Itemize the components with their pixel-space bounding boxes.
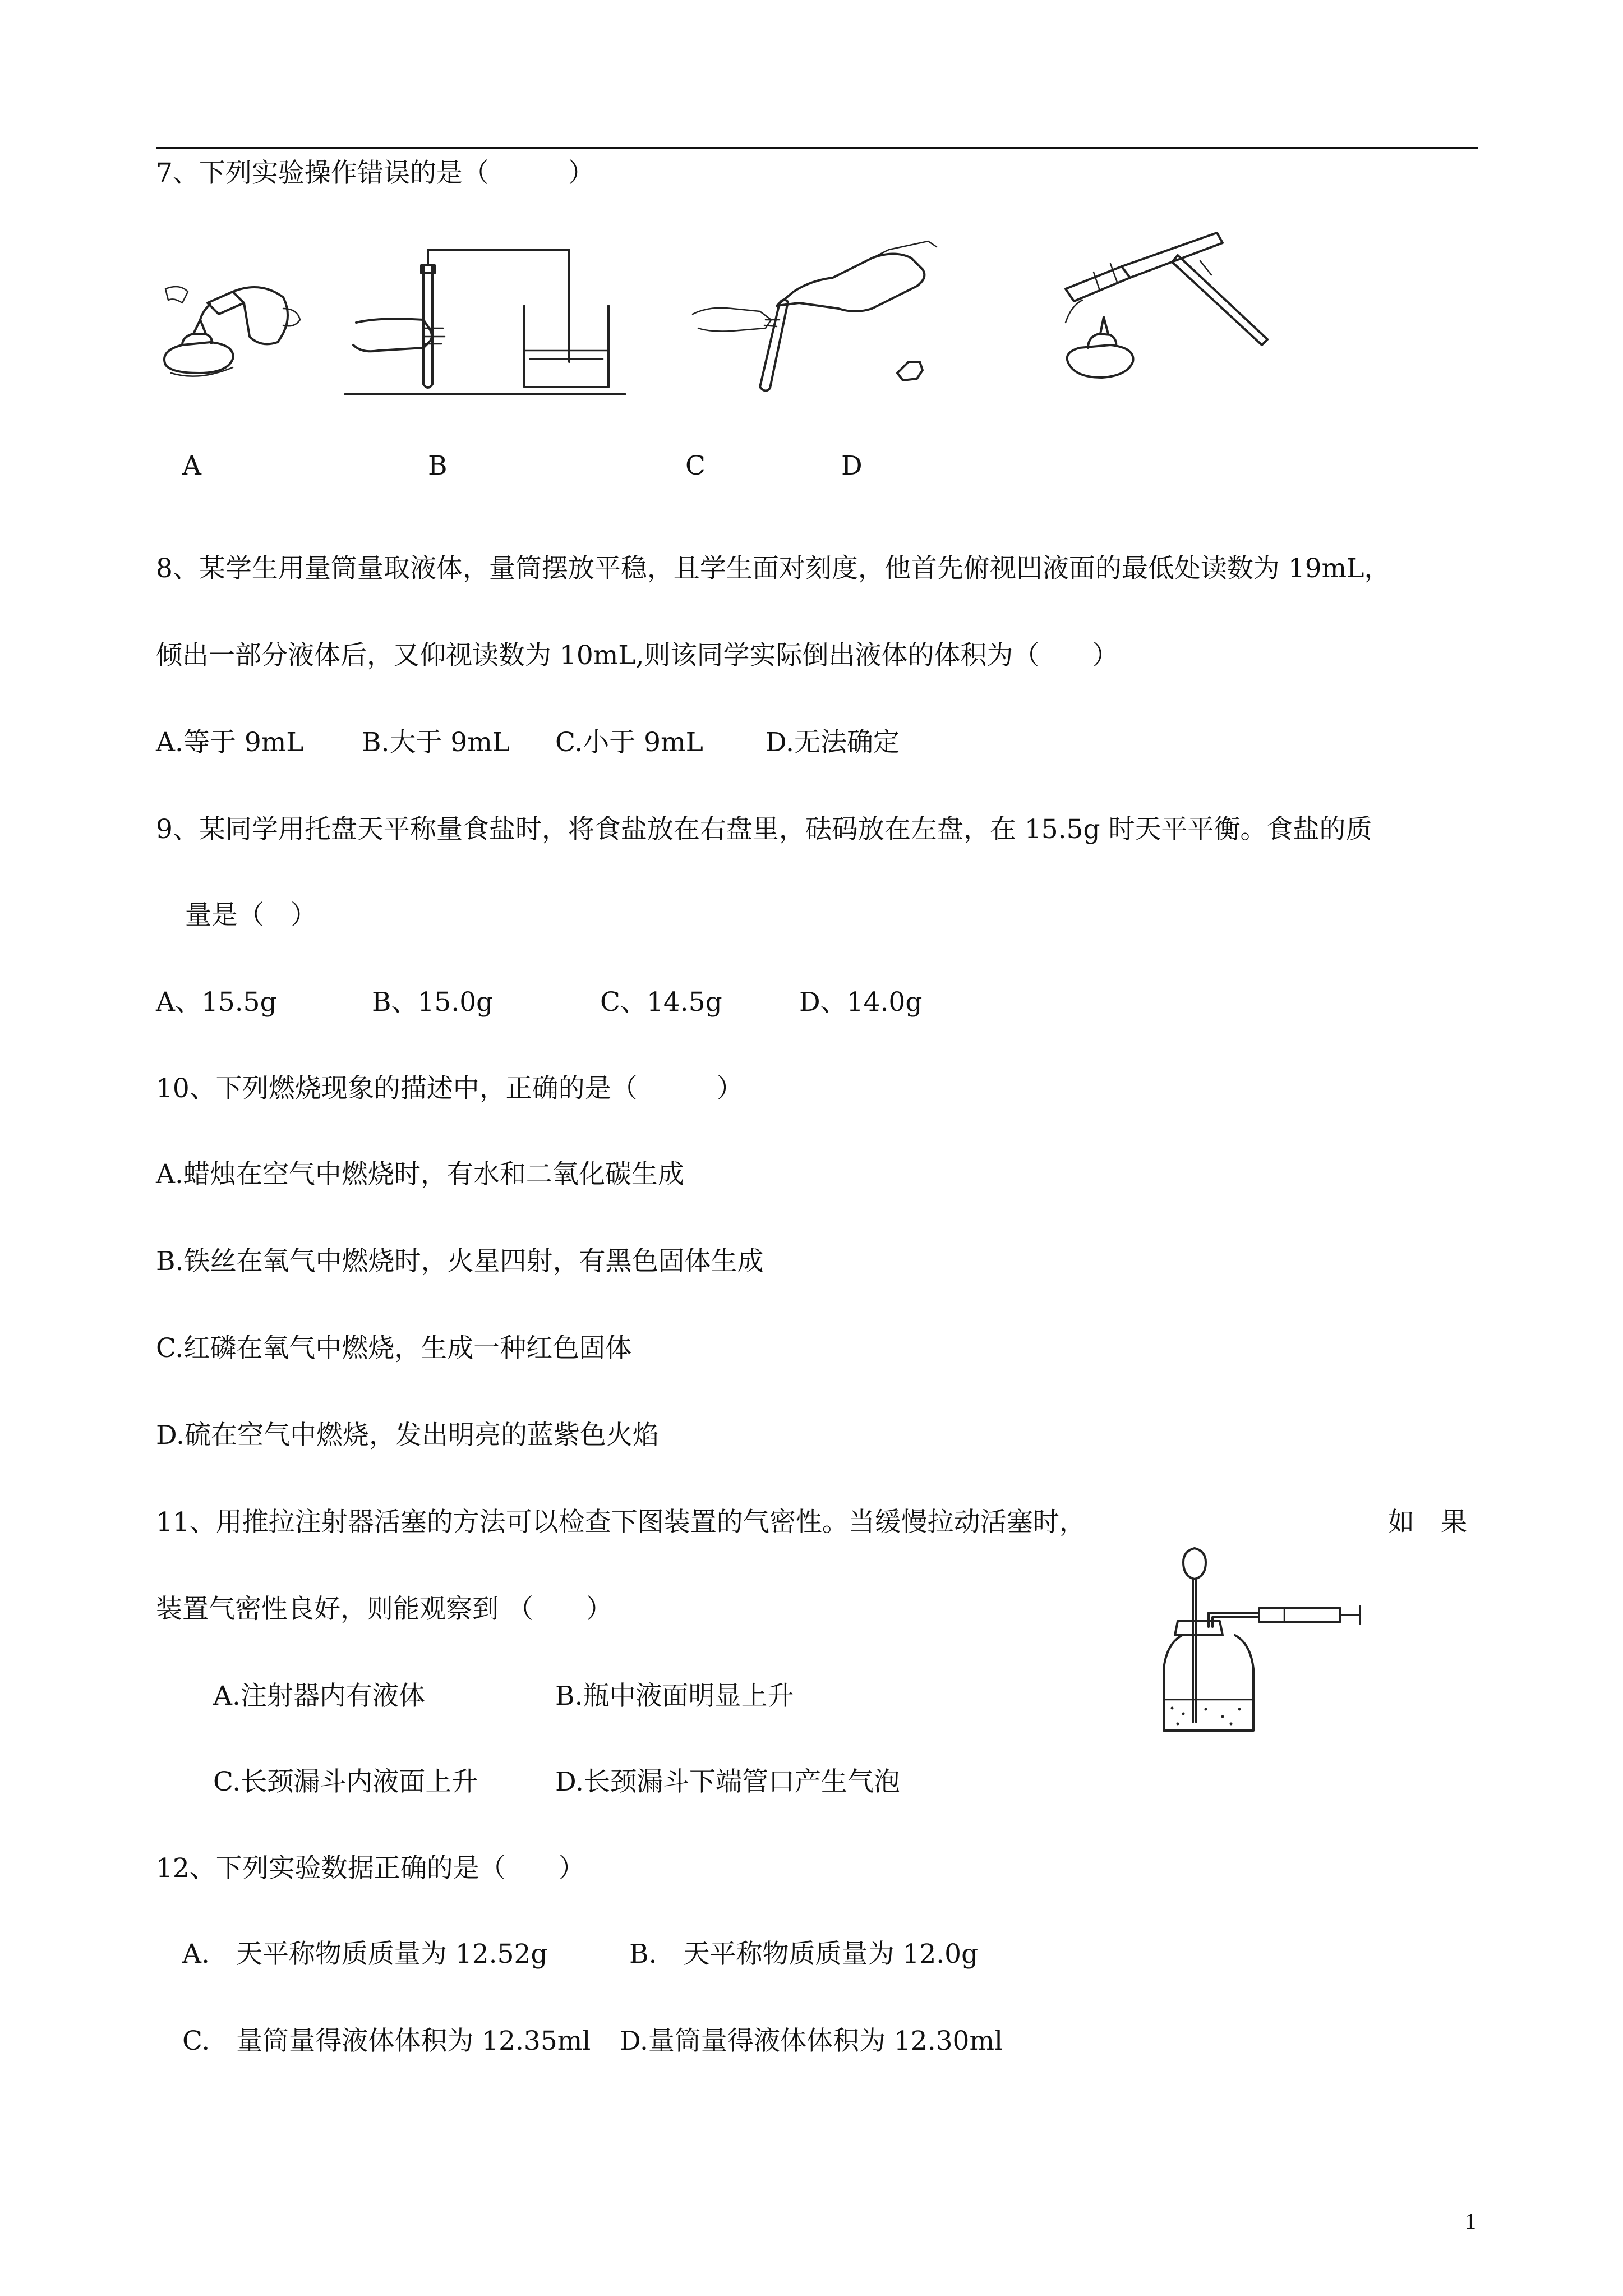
q7-label-a: A: [182, 450, 201, 481]
liquid-pouring-icon: [687, 236, 951, 398]
airtightness-check-icon: [345, 244, 637, 395]
q11-stem-line1-end: 如 果: [1388, 1507, 1467, 1538]
q7-label-b: B: [428, 450, 448, 481]
alcohol-lamp-lighting-icon: [149, 258, 317, 393]
q12-option-a: A. 天平称物质质量为 12.52g: [182, 1939, 548, 1970]
q11-stem-line2: 装置气密性良好，则能观察到 （ ）: [156, 1594, 612, 1625]
q9-stem-line1: 9、某同学用托盘天平称量食盐时，将食盐放在右盘里，砝码放在左盘，在 15.5g 时天平平衡。食盐的质: [156, 814, 1372, 845]
q11-stem-line1: 11、用推拉注射器活塞的方法可以检查下图装置的气密性。当缓慢拉动活塞时，: [156, 1507, 1086, 1538]
q8-option-c: C.小于 9mL: [555, 727, 703, 758]
q9-option-b: B、15.0g: [372, 987, 494, 1018]
q9-option-a: A、15.5g: [156, 987, 277, 1018]
q9-option-d: D、14.0g: [799, 987, 923, 1018]
q10-option-b: B.铁丝在氧气中燃烧时，火星四射，有黑色固体生成: [156, 1246, 764, 1277]
q11-option-a: A.注射器内有液体: [213, 1681, 425, 1711]
q10-option-a: A.蜡烛在空气中燃烧时，有水和二氧化碳生成: [156, 1159, 684, 1190]
q8-stem-line2: 倾出一部分液体后，又仰视读数为 10mL,则该同学实际倒出液体的体积为（ ）: [156, 640, 1119, 671]
q7-label-d: D: [841, 450, 863, 481]
q7-stem: 7、下列实验操作错误的是（ ）: [156, 158, 594, 188]
q12-option-d: D.量筒量得液体体积为 12.30ml: [620, 2026, 1003, 2056]
q9-stem-line2: 量是（ ）: [185, 900, 317, 931]
header-rule: [156, 147, 1478, 149]
q10-option-d: D.硫在空气中燃烧，发出明亮的蓝紫色火焰: [156, 1420, 659, 1451]
q10-option-c: C.红磷在氧气中燃烧，生成一种红色固体: [156, 1333, 632, 1364]
q7-label-c: C: [685, 450, 706, 481]
q11-option-b: B.瓶中液面明显上升: [555, 1681, 794, 1711]
q11-option-c: C.长颈漏斗内液面上升: [213, 1766, 478, 1797]
q8-option-a: A.等于 9mL: [156, 727, 304, 758]
q8-option-b: B.大于 9mL: [362, 727, 510, 758]
q12-option-b: B. 天平称物质质量为 12.0g: [629, 1939, 979, 1970]
q10-stem: 10、下列燃烧现象的描述中，正确的是（ ）: [156, 1073, 743, 1104]
q12-stem: 12、下列实验数据正确的是（ ）: [156, 1853, 585, 1884]
page-number: 1: [1465, 2208, 1476, 2234]
q12-option-c: C. 量筒量得液体体积为 12.35ml: [182, 2026, 591, 2056]
q8-option-d: D.无法确定: [766, 727, 900, 758]
flask-syringe-apparatus-icon: [1161, 1545, 1374, 1736]
test-tube-heating-icon: [1032, 233, 1279, 401]
q8-stem-line1: 8、某学生用量筒量取液体，量筒摆放平稳，且学生面对刻度，他首先俯视凹液面的最低处读数为 19mL，: [156, 553, 1391, 584]
q11-option-d: D.长颈漏斗下端管口产生气泡: [555, 1766, 900, 1797]
q9-option-c: C、14.5g: [600, 987, 722, 1018]
